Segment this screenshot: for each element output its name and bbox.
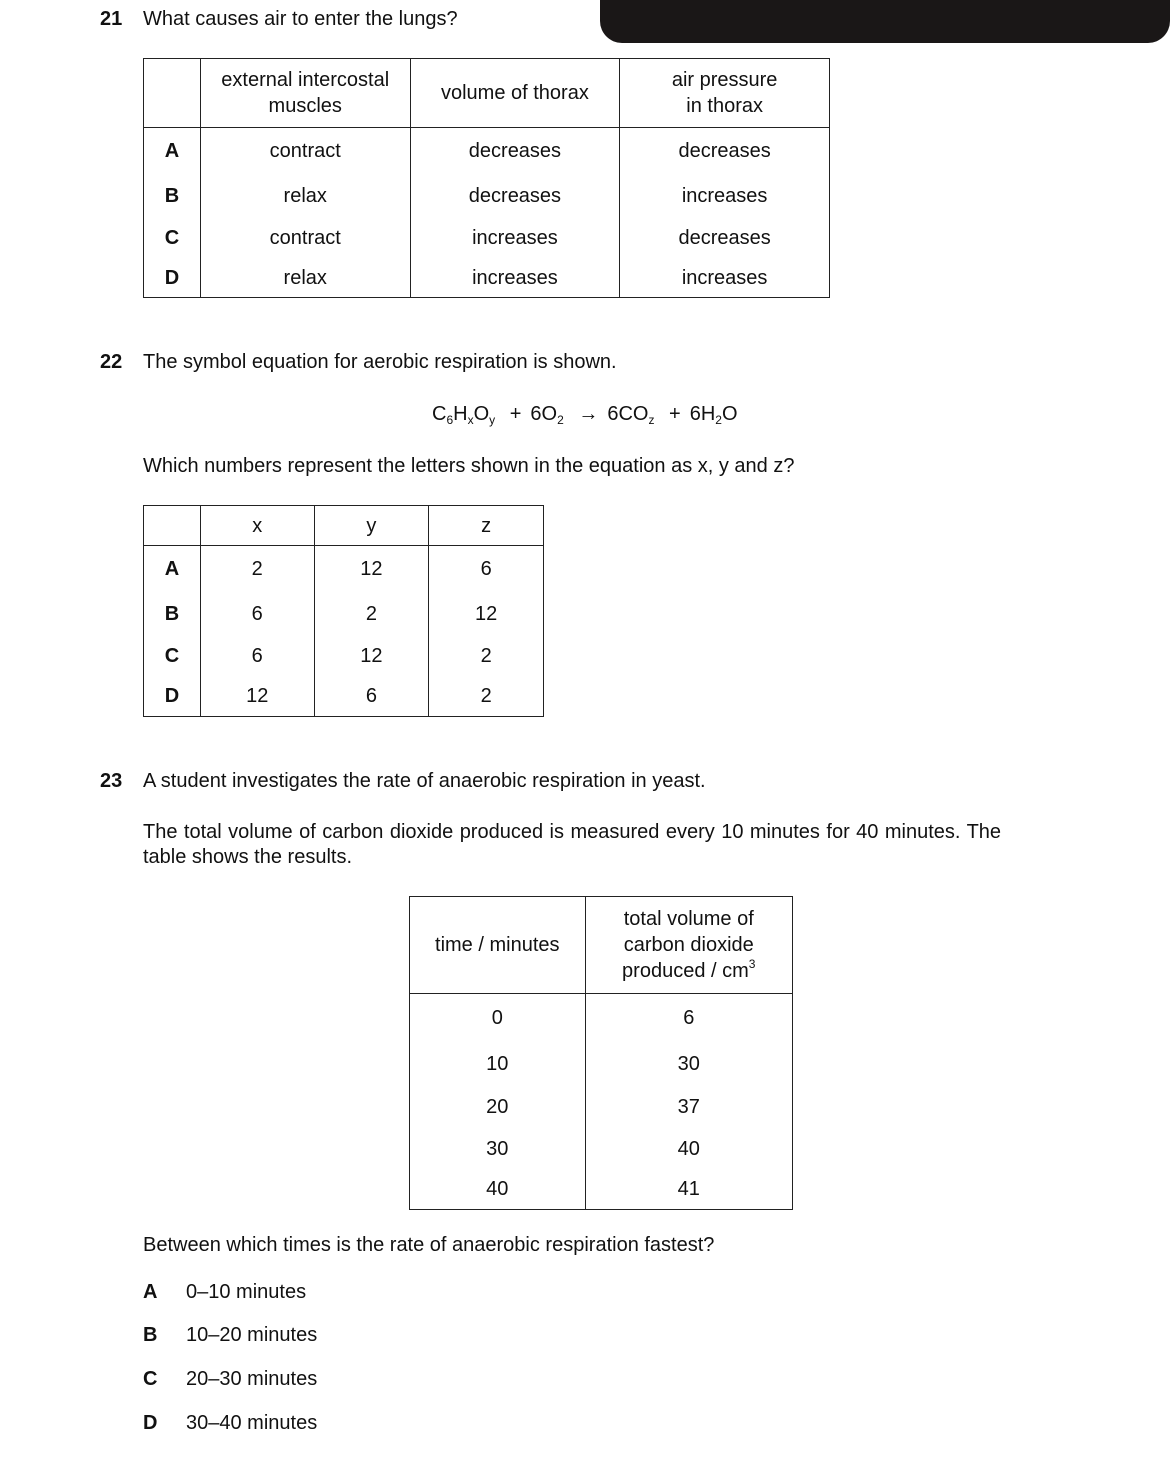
question-23-table xyxy=(409,896,793,1210)
cell-y: 6 xyxy=(314,678,429,717)
cell-y: 12 xyxy=(314,636,429,678)
header-blank xyxy=(144,59,201,128)
cell-x: 12 xyxy=(200,678,314,717)
header-x: x xyxy=(200,506,314,546)
header-time: time / minutes xyxy=(410,897,586,994)
option-text: 0–10 minutes xyxy=(186,1281,307,1303)
cell-pressure: increases xyxy=(620,176,830,218)
cell-time: 10 xyxy=(410,1044,586,1086)
cell-time: 40 xyxy=(410,1171,586,1210)
cell-z: 12 xyxy=(429,594,544,636)
cell-pressure: decreases xyxy=(620,128,830,176)
option-key: D xyxy=(143,1412,158,1434)
row-key: C xyxy=(144,636,201,678)
cell-muscles: contract xyxy=(200,128,410,176)
option-c[interactable] xyxy=(143,1368,317,1391)
question-22-text: Which numbers represent the letters shown in the equation as x, y and z? xyxy=(143,455,795,477)
cell-volume: 37 xyxy=(585,1086,792,1129)
cell-x: 2 xyxy=(200,546,314,594)
option-text: 10–20 minutes xyxy=(186,1324,318,1346)
row-key: A xyxy=(144,546,201,594)
header-pressure: air pressure in thorax xyxy=(620,59,830,128)
respiration-equation: $C_6H_xO_y + 6O_2 \to 6CO_z + 6H_2O$ xyxy=(432,403,738,427)
cell-z: 2 xyxy=(429,636,544,678)
question-23-para-line2: table shows the results. xyxy=(143,846,352,868)
header-volume: volume of thorax xyxy=(410,59,620,128)
row-key: D xyxy=(144,678,201,717)
header-blank xyxy=(144,506,201,546)
cell-volume: increases xyxy=(410,218,620,260)
cell-volume: decreases xyxy=(410,176,620,218)
row-key: D xyxy=(144,260,201,298)
table-row xyxy=(410,1171,793,1210)
table-row xyxy=(410,1044,793,1086)
cell-time: 0 xyxy=(410,994,586,1044)
cell-z: 6 xyxy=(429,546,544,594)
option-key: A xyxy=(143,1281,158,1303)
option-text: 30–40 minutes xyxy=(186,1412,318,1434)
question-22-number: 22 xyxy=(100,351,123,373)
cell-volume: increases xyxy=(410,260,620,298)
question-23-text: Between which times is the rate of anaerobic respiration fastest? xyxy=(143,1234,715,1256)
table-row xyxy=(410,994,793,1044)
option-a[interactable] xyxy=(143,1281,306,1304)
question-23-intro: A student investigates the rate of anaerobic respiration in yeast. xyxy=(143,770,706,792)
option-key: C xyxy=(143,1368,158,1390)
table-row xyxy=(410,1129,793,1171)
cell-x: 6 xyxy=(200,594,314,636)
cell-volume: decreases xyxy=(410,128,620,176)
row-key: B xyxy=(144,176,201,218)
cell-pressure: decreases xyxy=(620,218,830,260)
table-row xyxy=(144,636,544,678)
row-key: B xyxy=(144,594,201,636)
table-row xyxy=(144,594,544,636)
cell-muscles: relax xyxy=(200,260,410,298)
question-23-para-line1: The total volume of carbon dioxide produced is measured every 10 minutes for 40 minutes. The xyxy=(143,821,1002,843)
cell-pressure: increases xyxy=(620,260,830,298)
header-volume: total volume of carbon dioxide produced / $cm^3$ xyxy=(585,897,792,994)
table-row xyxy=(144,176,830,218)
question-22-table xyxy=(143,505,544,717)
cell-muscles: contract xyxy=(200,218,410,260)
row-key: A xyxy=(144,128,201,176)
question-23-number: 23 xyxy=(100,770,123,792)
question-21-text: What causes air to enter the lungs? xyxy=(143,8,458,30)
question-21-table xyxy=(143,58,830,298)
cell-z: 2 xyxy=(429,678,544,717)
question-22-intro: The symbol equation for aerobic respiration is shown. xyxy=(143,351,617,373)
cell-time: 20 xyxy=(410,1086,586,1129)
header-z: z xyxy=(429,506,544,546)
table-row xyxy=(144,546,544,594)
cell-y: 2 xyxy=(314,594,429,636)
arrow-icon: → xyxy=(578,403,599,425)
cell-y: 12 xyxy=(314,546,429,594)
option-text: 20–30 minutes xyxy=(186,1368,318,1390)
table-row xyxy=(144,128,830,176)
table-row xyxy=(144,678,544,717)
header-black-bar xyxy=(600,0,1170,43)
cell-volume: 6 xyxy=(585,994,792,1044)
table-row xyxy=(144,218,830,260)
cell-x: 6 xyxy=(200,636,314,678)
cell-volume: 30 xyxy=(585,1044,792,1086)
option-d[interactable] xyxy=(143,1412,317,1435)
cell-time: 30 xyxy=(410,1129,586,1171)
row-key: C xyxy=(144,218,201,260)
header-y: y xyxy=(314,506,429,546)
cell-volume: 41 xyxy=(585,1171,792,1210)
cell-volume: 40 xyxy=(585,1129,792,1171)
table-row xyxy=(410,1086,793,1129)
option-b[interactable] xyxy=(143,1324,317,1347)
cell-muscles: relax xyxy=(200,176,410,218)
table-row xyxy=(144,260,830,298)
option-key: B xyxy=(143,1324,158,1346)
question-21-number: 21 xyxy=(100,8,123,30)
header-muscles: external intercostal muscles xyxy=(200,59,410,128)
